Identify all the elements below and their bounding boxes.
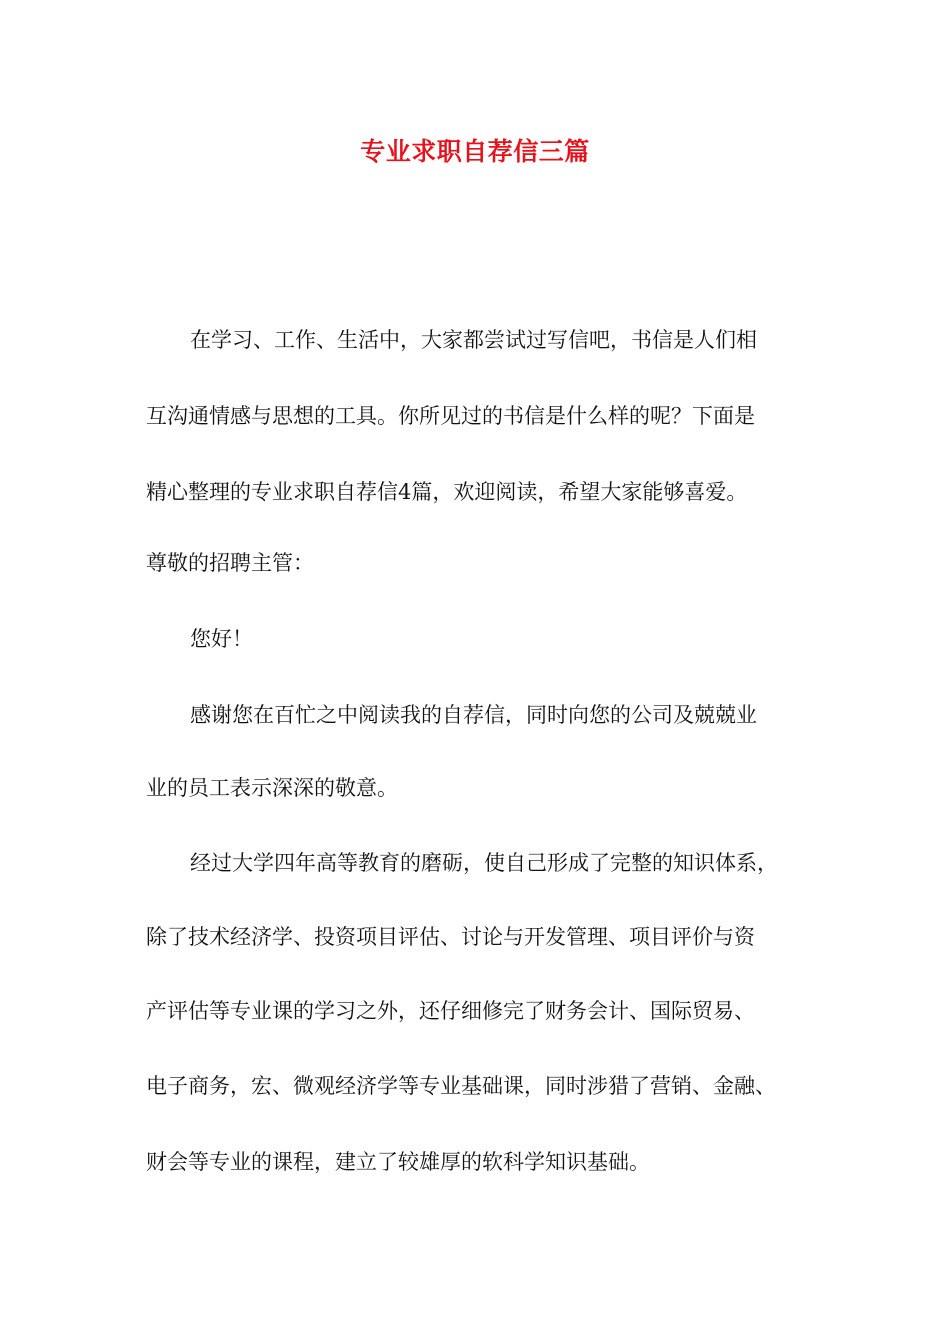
greeting-line: 您好！ <box>190 627 253 651</box>
paragraph-line: 财会等专业的课程，建立了较雄厚的软科学知识基础。 <box>146 1150 650 1174</box>
paragraph-line: 在学习、工作、生活中，大家都尝试过写信吧，书信是人们相 <box>190 328 757 352</box>
paragraph-line: 电子商务，宏、微观经济学等专业基础课，同时涉猎了营销、金融、 <box>146 1074 776 1098</box>
paragraph-line: 业的员工表示深深的敬意。 <box>146 776 398 800</box>
paragraph-line: 经过大学四年高等教育的磨砺，使自己形成了完整的知识体系， <box>190 851 778 875</box>
paragraph-line: 感谢您在百忙之中阅读我的自荐信，同时向您的公司及兢兢业 <box>190 703 757 727</box>
document-title: 专业求职自荐信三篇 <box>360 137 590 166</box>
paragraph-line: 产评估等专业课的学习之外，还仔细修完了财务会计、国际贸易、 <box>146 999 755 1023</box>
paragraph-line: 除了技术经济学、投资项目评估、讨论与开发管理、项目评价与资 <box>146 925 755 949</box>
paragraph-line: 互沟通情感与思想的工具。你所见过的书信是什么样的呢？下面是 <box>146 404 755 428</box>
paragraph-line: 精心整理的专业求职自荐信4篇，欢迎阅读，希望大家能够喜爱。 <box>146 480 748 504</box>
salutation-line: 尊敬的招聘主管： <box>146 551 314 575</box>
